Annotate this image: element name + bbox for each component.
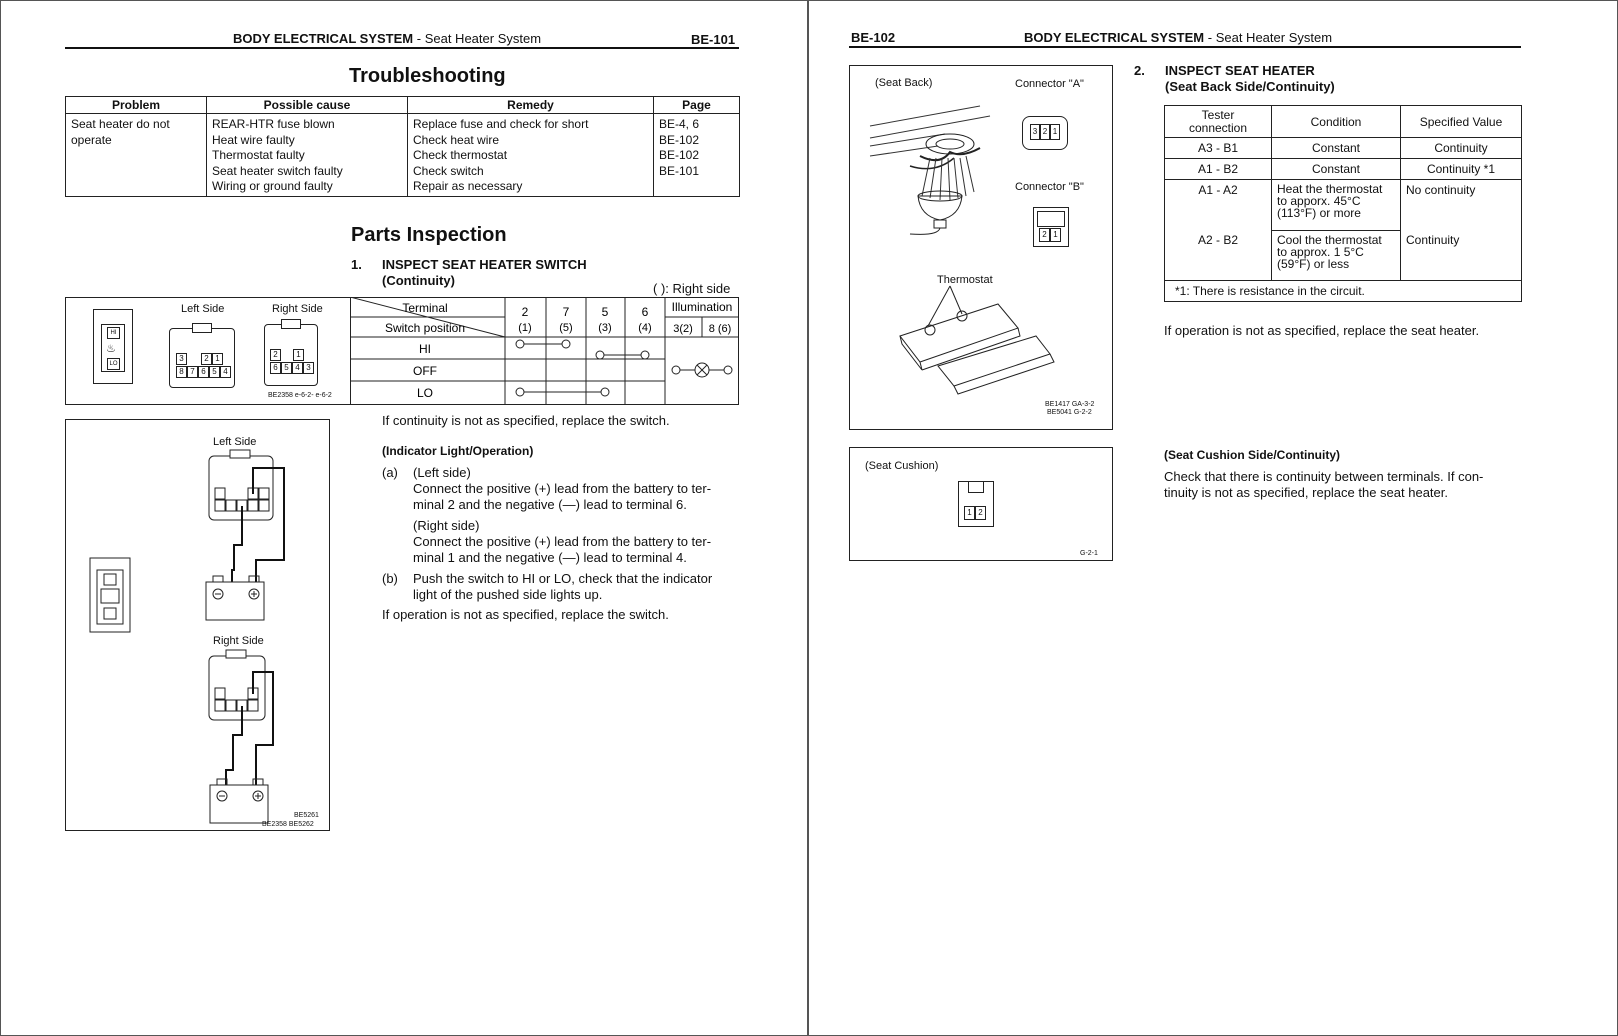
illumination-lamp-mark [672, 363, 732, 377]
remedy-line: Check heat wire [413, 132, 500, 147]
th-problem: Problem [66, 97, 207, 114]
cell-condition [1272, 180, 1401, 231]
right-positive-lead [253, 672, 273, 785]
terminal-col: 6 [641, 305, 649, 319]
step-a-right-line: minal 1 and the negative (—) lead to terminal 4. [413, 550, 687, 565]
indicator-title: (Indicator Light/Operation) [382, 444, 534, 458]
cushion-connector-pins [964, 506, 986, 520]
cell-condition [1272, 230, 1401, 281]
troubleshooting-table [65, 96, 740, 197]
right-header-system: BODY ELECTRICAL SYSTEM [1024, 30, 1205, 45]
fig2-code1: BE5261 [294, 812, 319, 819]
cell-pages [654, 114, 740, 197]
right-conn-bottom-pins [270, 362, 314, 374]
seat-cushion-figure [849, 447, 1113, 561]
step2-subtitle: (Seat Back Side/Continuity) [1165, 79, 1335, 94]
header-line: connection [1188, 121, 1248, 135]
cell-condition: Constant [1272, 138, 1401, 159]
seat-back-fail-text: If operation is not as specified, replace the seat heater. [1164, 323, 1480, 338]
right-connector-drawing [209, 650, 265, 720]
troubleshooting-title: Troubleshooting [349, 65, 506, 87]
th-cause: Possible cause [207, 97, 408, 114]
condition-line: Cool the thermostat [1277, 232, 1382, 247]
condition-line: to apporx. 45°C [1277, 194, 1361, 208]
cushion-text-line: tinuity is not as specified, replace the seat heater. [1164, 485, 1449, 500]
left-page-number: BE-101 [691, 32, 736, 47]
terminal-col-right: (5) [559, 322, 573, 334]
connector-b-label: Connector "B" [1015, 181, 1084, 193]
seat-back-label: (Seat Back) [875, 77, 933, 89]
step-a-right-line: Connect the positive (+) lead from the battery to ter- [413, 534, 712, 549]
pin: 6 [198, 366, 209, 378]
page-ref: BE-102 [659, 132, 700, 147]
step2-title: INSPECT SEAT HEATER [1165, 63, 1315, 78]
hi-indicator: HI [107, 327, 120, 339]
cell-value: Continuity *1 [1401, 159, 1522, 180]
pin: 2 [1040, 124, 1050, 140]
seat-back-code1: BE1417 GA-3-2 [1045, 401, 1095, 408]
fig1-right-label: Right Side [272, 303, 323, 315]
fig1-left-label: Left Side [181, 303, 225, 315]
seat-back-figure [849, 65, 1113, 430]
left-conn-top-pins [176, 353, 223, 365]
pin: 4 [220, 366, 231, 378]
illumination-col: 8 (6) [708, 323, 732, 335]
th-specified-value: Specified Value [1401, 106, 1522, 138]
cell-value-group [1401, 180, 1522, 281]
troubleshooting-row [66, 114, 740, 197]
cell-connection: A2 - B2 [1197, 233, 1239, 247]
terminal-col-right: (4) [638, 322, 652, 334]
cause-line: Wiring or ground faulty [212, 179, 333, 193]
switch-connector-figure [65, 297, 351, 405]
seat-cushion-label: (Seat Cushion) [865, 460, 939, 472]
condition-line: (59°F) or less [1277, 256, 1350, 271]
switch-position-header: Switch position [384, 321, 466, 335]
terminal-col-right: (3) [598, 322, 612, 334]
cause-line: Seat heater switch faulty [212, 163, 343, 178]
left-header-rule [65, 47, 739, 49]
right-side-note: ( ): Right side [653, 281, 731, 296]
pin: 8 [176, 366, 187, 378]
remedy-line: Replace fuse and check for short [413, 117, 589, 131]
left-switch-connector [169, 328, 235, 388]
remedy-line: Check thermostat [413, 148, 508, 162]
switch-continuity-table [350, 297, 740, 405]
step1-title: INSPECT SEAT HEATER SWITCH [382, 257, 587, 272]
terminal-header: Terminal [402, 301, 448, 315]
cushion-title: (Seat Cushion Side/Continuity) [1164, 448, 1340, 462]
right-header-rule [849, 46, 1521, 48]
cell-connection: A3 - B1 [1165, 138, 1272, 159]
indicator-test-figure [65, 419, 330, 831]
right-header-sep: - [1207, 30, 1213, 45]
pin: 3 [303, 362, 314, 374]
table-header-row [1165, 106, 1522, 138]
hi-continuity-mark [516, 340, 570, 348]
fig2-right-label: Right Side [213, 635, 264, 647]
cell-value: No continuity [1406, 183, 1476, 197]
condition-line: Heat the thermostat [1277, 182, 1383, 196]
pin: 2 [1039, 228, 1050, 242]
right-header [1024, 30, 1332, 45]
page-be-102 [808, 0, 1618, 1036]
cell-problem [66, 114, 207, 197]
pin: 1 [212, 353, 223, 365]
seat-heater-element [910, 134, 980, 200]
cell-value: Continuity [1401, 138, 1522, 159]
cushion-connector [958, 481, 994, 527]
pin: 1 [293, 349, 304, 361]
step1-number: 1. [351, 257, 362, 272]
step-a-left-line: Connect the positive (+) lead from the battery to ter- [413, 481, 712, 496]
problem-line: Seat heater do not [71, 117, 170, 131]
row-hi: HI [419, 342, 431, 356]
battery-icon [206, 576, 264, 620]
pin: 5 [209, 366, 220, 378]
remedy-line: Check switch [413, 163, 484, 178]
step-a-label: (a) [382, 465, 398, 480]
left-header-system: BODY ELECTRICAL SYSTEM [233, 31, 414, 46]
table-note: *1: There is resistance in the circuit. [1165, 281, 1522, 302]
thermostat-cup-drawing [910, 191, 962, 234]
pin: 2 [270, 349, 281, 361]
cell-connection: A1 - B2 [1165, 159, 1272, 180]
hi-continuity-mark [596, 351, 649, 359]
fig1-code: BE2358 e-6-2- e-6-2 [268, 392, 332, 399]
th-tester-connection [1165, 106, 1272, 138]
step2-number: 2. [1134, 63, 1145, 78]
page-ref: BE-4, 6 [659, 117, 700, 131]
connector-latch [281, 319, 301, 329]
left-header-subsystem: Seat Heater System [424, 31, 542, 46]
page-ref: BE-101 [659, 163, 700, 178]
th-remedy: Remedy [408, 97, 654, 114]
page-ref: BE-102 [659, 148, 700, 162]
table-note-row [1165, 281, 1522, 302]
left-positive-lead [253, 468, 284, 582]
parts-inspection-title: Parts Inspection [351, 224, 507, 246]
step-b-label: (b) [382, 571, 398, 586]
right-negative-lead [226, 706, 242, 785]
cell-condition: Constant [1272, 159, 1401, 180]
th-page: Page [654, 97, 740, 114]
pin: 2 [975, 506, 986, 520]
cell-connection-group [1165, 180, 1272, 281]
left-negative-lead [232, 506, 242, 582]
seat-heater-continuity-table [1164, 105, 1522, 302]
problem-line: operate [71, 132, 112, 147]
cell-connection: A1 - A2 [1198, 183, 1238, 197]
terminal-col-right: (1) [518, 322, 532, 334]
terminal-col: 2 [521, 305, 529, 319]
step-b-line: light of the pushed side lights up. [413, 587, 603, 602]
fig2-left-label: Left Side [213, 436, 257, 448]
step-b-line: Push the switch to HI or LO, check that the indicator [413, 571, 713, 586]
condition-line: (113°F) or more [1277, 206, 1361, 220]
heater-pad-drawing [900, 304, 1054, 394]
terminal-col: 7 [562, 305, 570, 319]
fig2-code2: BE2358 BE5262 [262, 821, 314, 828]
illumination-col: 3(2) [673, 323, 693, 335]
condition-line: to approx. 1 5°C [1277, 244, 1364, 259]
left-header [233, 31, 541, 46]
pin: 3 [1030, 124, 1040, 140]
right-conn-top-pins [270, 349, 304, 361]
pin: 4 [292, 362, 303, 374]
terminal-col: 5 [601, 305, 609, 319]
cause-line: Heat wire faulty [212, 132, 295, 147]
seat-back-code2: BE5041 G-2-2 [1047, 409, 1092, 416]
seat-heater-switch [93, 309, 133, 384]
page-be-101 [0, 0, 808, 1036]
pin: 1 [1050, 124, 1060, 140]
pin: 2 [201, 353, 212, 365]
step1-subtitle: (Continuity) [382, 273, 455, 288]
right-page-number: BE-102 [851, 30, 896, 45]
cell-remedies [408, 114, 654, 197]
table-row [1165, 180, 1522, 231]
connector-latch [192, 323, 212, 333]
remedy-line: Repair as necessary [413, 179, 523, 193]
right-header-subsystem: Seat Heater System [1215, 30, 1333, 45]
battery-icon [210, 779, 268, 823]
lo-continuity-mark [516, 388, 609, 396]
step-a-left-title: (Left side) [413, 465, 471, 480]
cause-line: Thermostat faulty [212, 148, 305, 162]
step-a-right-title: (Right side) [413, 518, 480, 533]
cell-causes [207, 114, 408, 197]
right-switch-connector [264, 324, 318, 386]
header-line: Tester [1201, 108, 1235, 122]
lo-indicator: LO [107, 358, 120, 370]
connector-latch [968, 481, 984, 493]
cause-line: REAR-HTR fuse blown [212, 117, 335, 131]
connector-a-label: Connector "A" [1015, 78, 1084, 90]
pin: 1 [1050, 228, 1061, 242]
table-row [1165, 138, 1522, 159]
seat-heat-icon: ♨ [106, 343, 116, 355]
pin: 1 [964, 506, 975, 520]
step-a-left-line: minal 2 and the negative (—) lead to terminal 6. [413, 497, 687, 512]
seat-cushion-code: G-2-1 [1080, 550, 1098, 557]
seat-back-drawing [850, 66, 1114, 431]
thermostat-pointer [928, 286, 962, 326]
seat-heater-switch-drawing [90, 558, 130, 632]
pin: 6 [270, 362, 281, 374]
row-off: OFF [413, 364, 437, 378]
illumination-header: Illumination [671, 300, 733, 314]
pin: 5 [281, 362, 292, 374]
table-row [1165, 159, 1522, 180]
cushion-text-line: Check that there is continuity between terminals. If con- [1164, 469, 1484, 484]
continuity-fail-text: If continuity is not as specified, replace the switch. [382, 413, 670, 428]
indicator-wiring-diagram [66, 420, 331, 832]
troubleshooting-header-row [66, 97, 740, 114]
left-header-sep: - [416, 31, 422, 46]
left-conn-bottom-pins [176, 366, 231, 378]
row-lo: LO [416, 386, 434, 400]
cell-value: Continuity [1406, 233, 1460, 247]
pin: 7 [187, 366, 198, 378]
switch-rocker [101, 324, 125, 372]
operation-fail-text: If operation is not as specified, replace the switch. [382, 607, 669, 622]
thermostat-label: Thermostat [937, 274, 993, 286]
th-condition: Condition [1272, 106, 1401, 138]
pin: 3 [176, 353, 187, 365]
